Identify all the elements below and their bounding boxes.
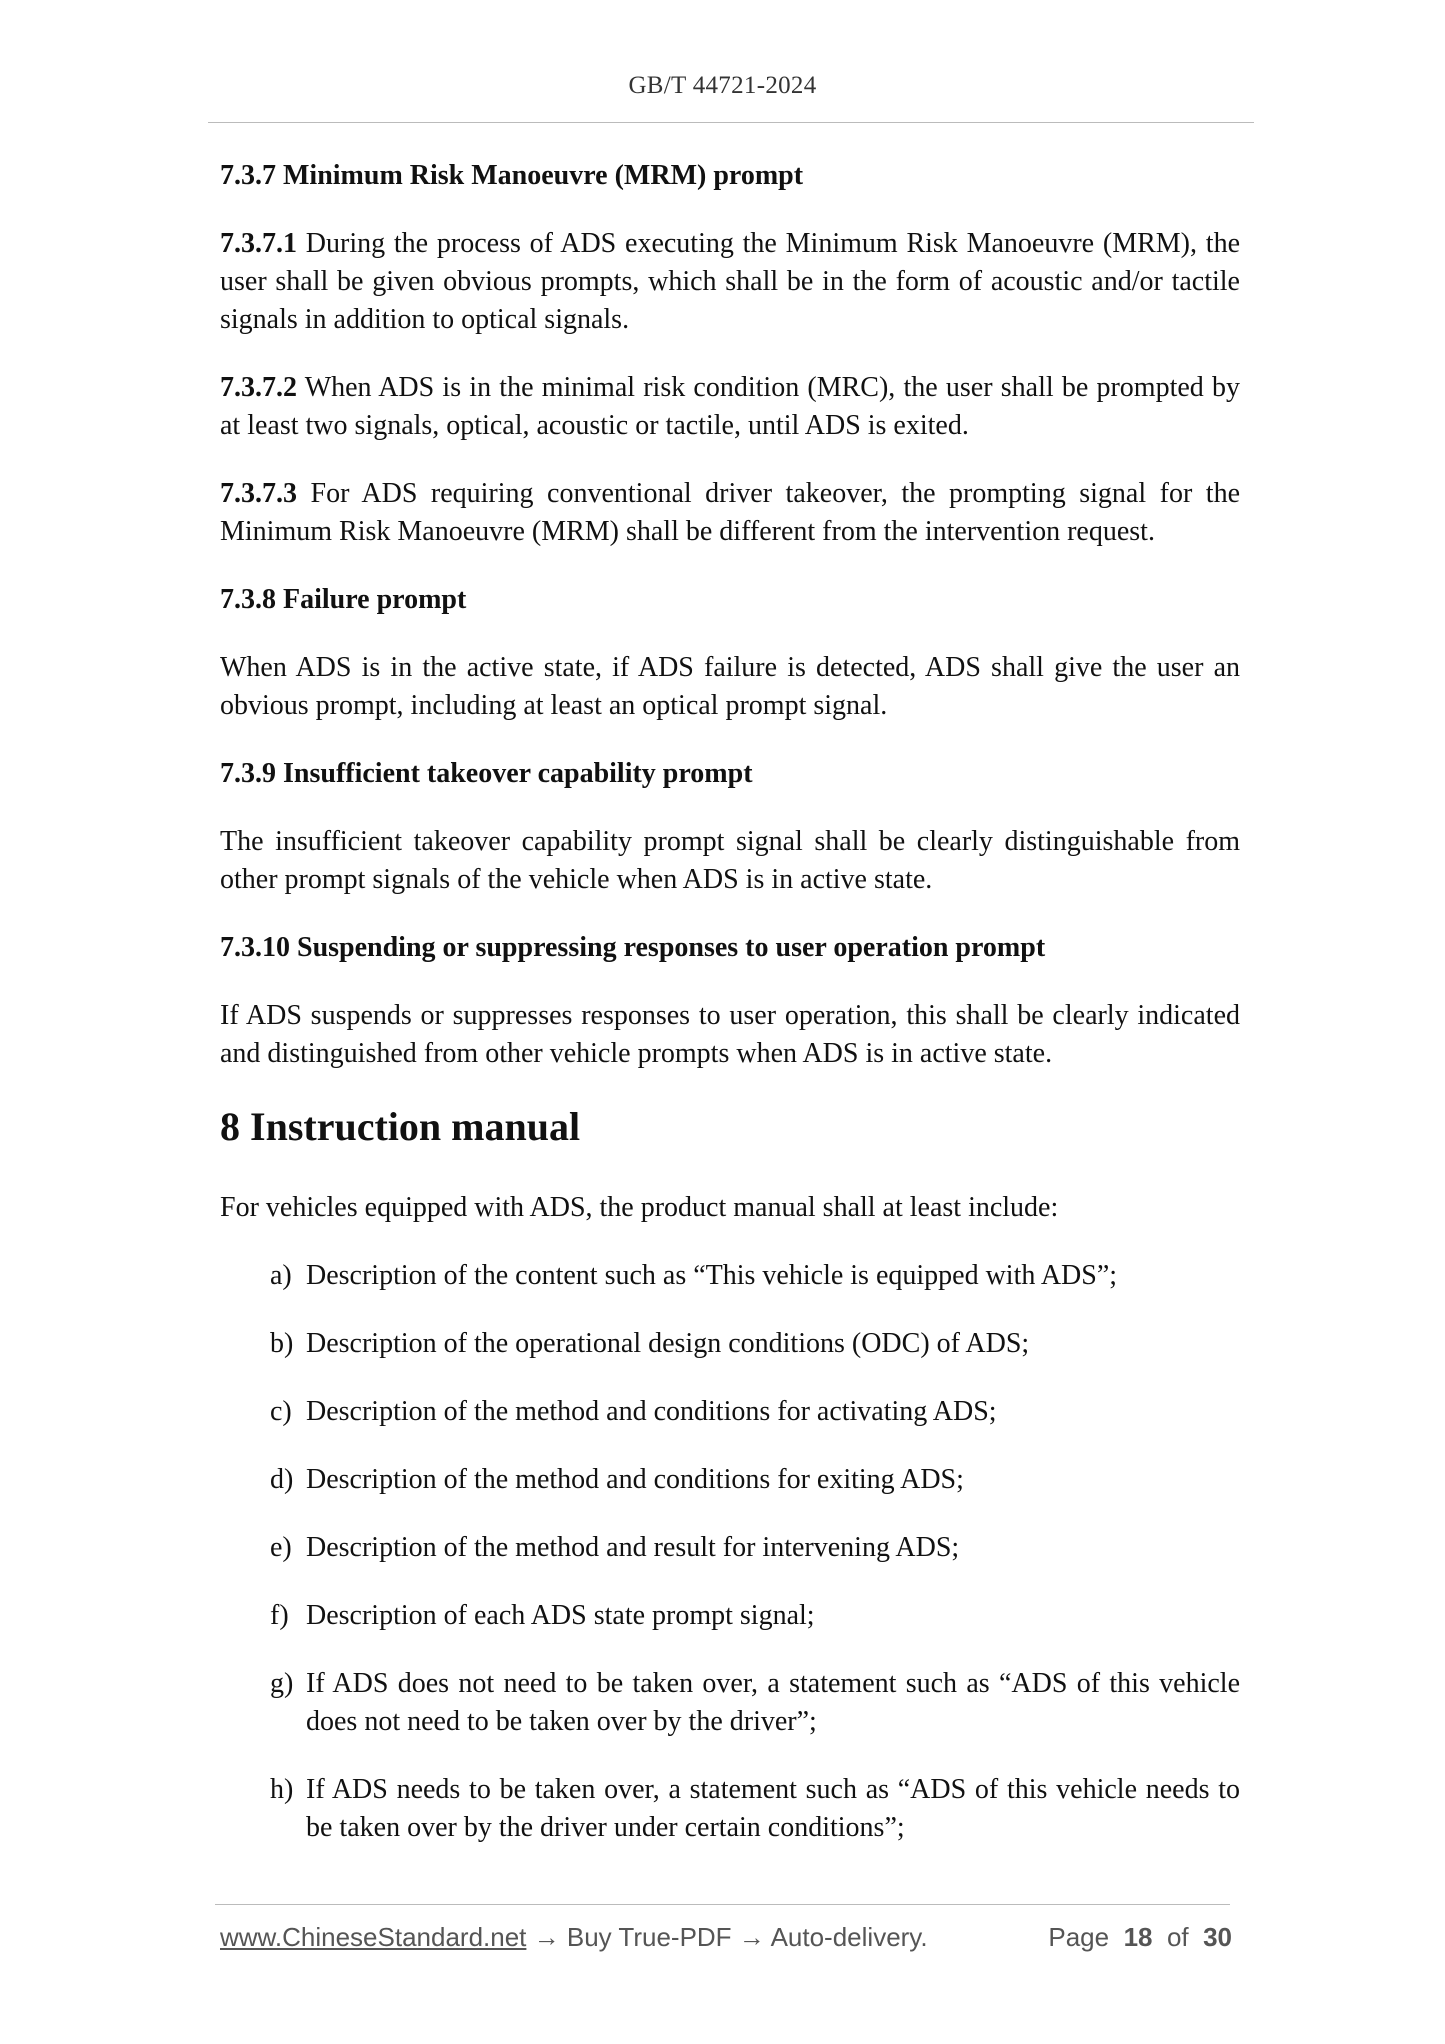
- list-item-text: Description of the operational design conditions (ODC) of ADS;: [306, 1328, 1030, 1359]
- list-marker: c): [270, 1396, 292, 1427]
- paragraph-7-3-7-1: [220, 225, 1240, 339]
- list-item-text: If ADS does not need to be taken over, a statement such as “ADS of this vehicle does not need to be taken over by the driver”;: [306, 1668, 1240, 1737]
- page-label: Page: [1048, 1922, 1110, 1952]
- clause-text: For ADS requiring conventional driver takeover, the prompting signal for the Minimum Risk Manoeuvre (MRM) shall be different from the intervention request.: [220, 478, 1240, 547]
- list-item-text: Description of the method and conditions for exiting ADS;: [306, 1464, 964, 1495]
- list-item-text: Description of the method and conditions for activating ADS;: [306, 1396, 997, 1427]
- list-marker: a): [270, 1260, 292, 1291]
- list-item: [220, 1771, 1240, 1847]
- total-page-count: 30: [1203, 1922, 1232, 1952]
- heading-8: 8 Instruction manual: [220, 1104, 581, 1149]
- of-label: of: [1166, 1922, 1189, 1952]
- list-marker: d): [270, 1464, 294, 1495]
- paragraph-7-3-7-3: [220, 475, 1240, 551]
- clause-number: 7.3.7.2: [220, 372, 297, 403]
- list-item: [220, 1665, 1240, 1741]
- list-item-text: Description of the method and result for intervening ADS;: [306, 1532, 960, 1563]
- document-code-header: GB/T 44721-2024: [628, 72, 817, 99]
- list-item-text: If ADS needs to be taken over, a statement such as “ADS of this vehicle needs to be taken over by the driver under certain conditions”;: [306, 1774, 1240, 1843]
- manual-requirements-list: [220, 1257, 1240, 1847]
- heading-7-3-9: 7.3.9 Insufficient takeover capability prompt: [220, 758, 753, 789]
- list-item: [220, 1529, 1240, 1567]
- list-marker: b): [270, 1328, 294, 1359]
- footer-promo: [220, 1922, 928, 1953]
- paragraph-7-3-9: The insufficient takeover capability prompt signal shall be clearly distinguishable from other prompt signals of the vehicle when ADS is in active state.: [220, 826, 1240, 895]
- list-marker: g): [270, 1668, 294, 1699]
- list-item: [220, 1257, 1240, 1295]
- paragraph-8-intro: For vehicles equipped with ADS, the product manual shall at least include:: [220, 1192, 1059, 1223]
- page-indicator: [1048, 1922, 1232, 1953]
- paragraph-7-3-8: When ADS is in the active state, if ADS failure is detected, ADS shall give the user an obvious prompt, including at least an optical prompt signal.: [220, 652, 1240, 721]
- list-item-text: Description of each ADS state prompt signal;: [306, 1600, 815, 1631]
- footer-divider: [215, 1904, 1230, 1905]
- header-divider: [208, 122, 1254, 123]
- paragraph-7-3-7-2: [220, 369, 1240, 445]
- list-marker: h): [270, 1774, 294, 1805]
- clause-text: During the process of ADS executing the Minimum Risk Manoeuvre (MRM), the user shall be given obvious prompts, which shall be in the form of acoustic and/or tactile signals in addition to optical signals.: [220, 228, 1240, 335]
- heading-7-3-7: 7.3.7 Minimum Risk Manoeuvre (MRM) prompt: [220, 160, 804, 191]
- page-content: [220, 157, 1240, 1877]
- clause-number: 7.3.7.3: [220, 478, 297, 509]
- list-marker: e): [270, 1532, 292, 1563]
- list-item: [220, 1461, 1240, 1499]
- list-item-text: Description of the content such as “This vehicle is equipped with ADS”;: [306, 1260, 1118, 1291]
- list-item: [220, 1325, 1240, 1363]
- paragraph-7-3-10: If ADS suspends or suppresses responses to user operation, this shall be clearly indicated and distinguished from other vehicle prompts when ADS is in active state.: [220, 1000, 1240, 1069]
- list-item: [220, 1393, 1240, 1431]
- website-link[interactable]: www.ChineseStandard.net: [220, 1922, 527, 1952]
- promo-text: → Buy True-PDF → Auto-delivery.: [526, 1922, 928, 1952]
- current-page-number: 18: [1123, 1922, 1153, 1952]
- clause-number: 7.3.7.1: [220, 228, 297, 259]
- clause-text: When ADS is in the minimal risk condition (MRC), the user shall be prompted by at least two signals, optical, acoustic or tactile, until ADS is exited.: [220, 372, 1240, 441]
- list-marker: f): [270, 1600, 289, 1631]
- page-footer: [220, 1922, 1232, 1958]
- heading-7-3-8: 7.3.8 Failure prompt: [220, 584, 467, 615]
- list-item: [220, 1597, 1240, 1635]
- heading-7-3-10: 7.3.10 Suspending or suppressing responses to user operation prompt: [220, 932, 1046, 963]
